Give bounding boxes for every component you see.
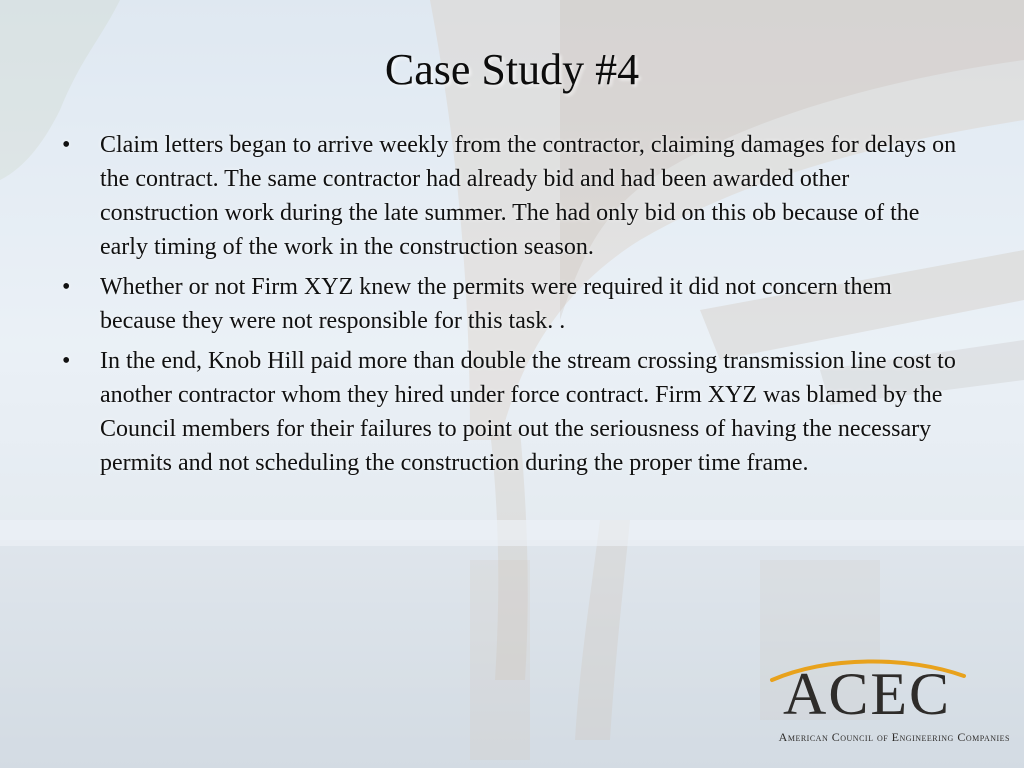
bullet-item [56, 344, 966, 480]
bullet-text: Whether or not Firm XYZ knew the permits were required it did not concern them because they were not responsible for this task. . [100, 274, 892, 334]
bullet-icon: • [62, 132, 71, 158]
bullet-item [56, 270, 966, 338]
bullet-text: In the end, Knob Hill paid more than double the stream crossing transmission line cost to another contractor whom they hired under force contract. Firm XYZ was blamed by the Council members for their failures to point out the seriousness of having the necessary permits and not scheduling the construction during the proper time frame. [100, 348, 956, 476]
bullet-icon: • [62, 348, 71, 374]
bullet-text: Claim letters began to arrive weekly from the contractor, claiming damages for delays on the contract. The same contractor had already bid and had been awarded other construction work during the late summer. The had only bid on this ob because of the early timing of the work in the construction season. [100, 132, 957, 260]
acec-logo [710, 654, 1010, 754]
logo-subtitle: American Council of Engineering Companies [778, 730, 1010, 744]
bullet-icon: • [62, 274, 71, 300]
slide-title: Case Study #4 [384, 45, 640, 94]
bullet-item [56, 128, 966, 264]
logo-word: ACEC [782, 661, 952, 727]
bullet-list [56, 128, 966, 486]
